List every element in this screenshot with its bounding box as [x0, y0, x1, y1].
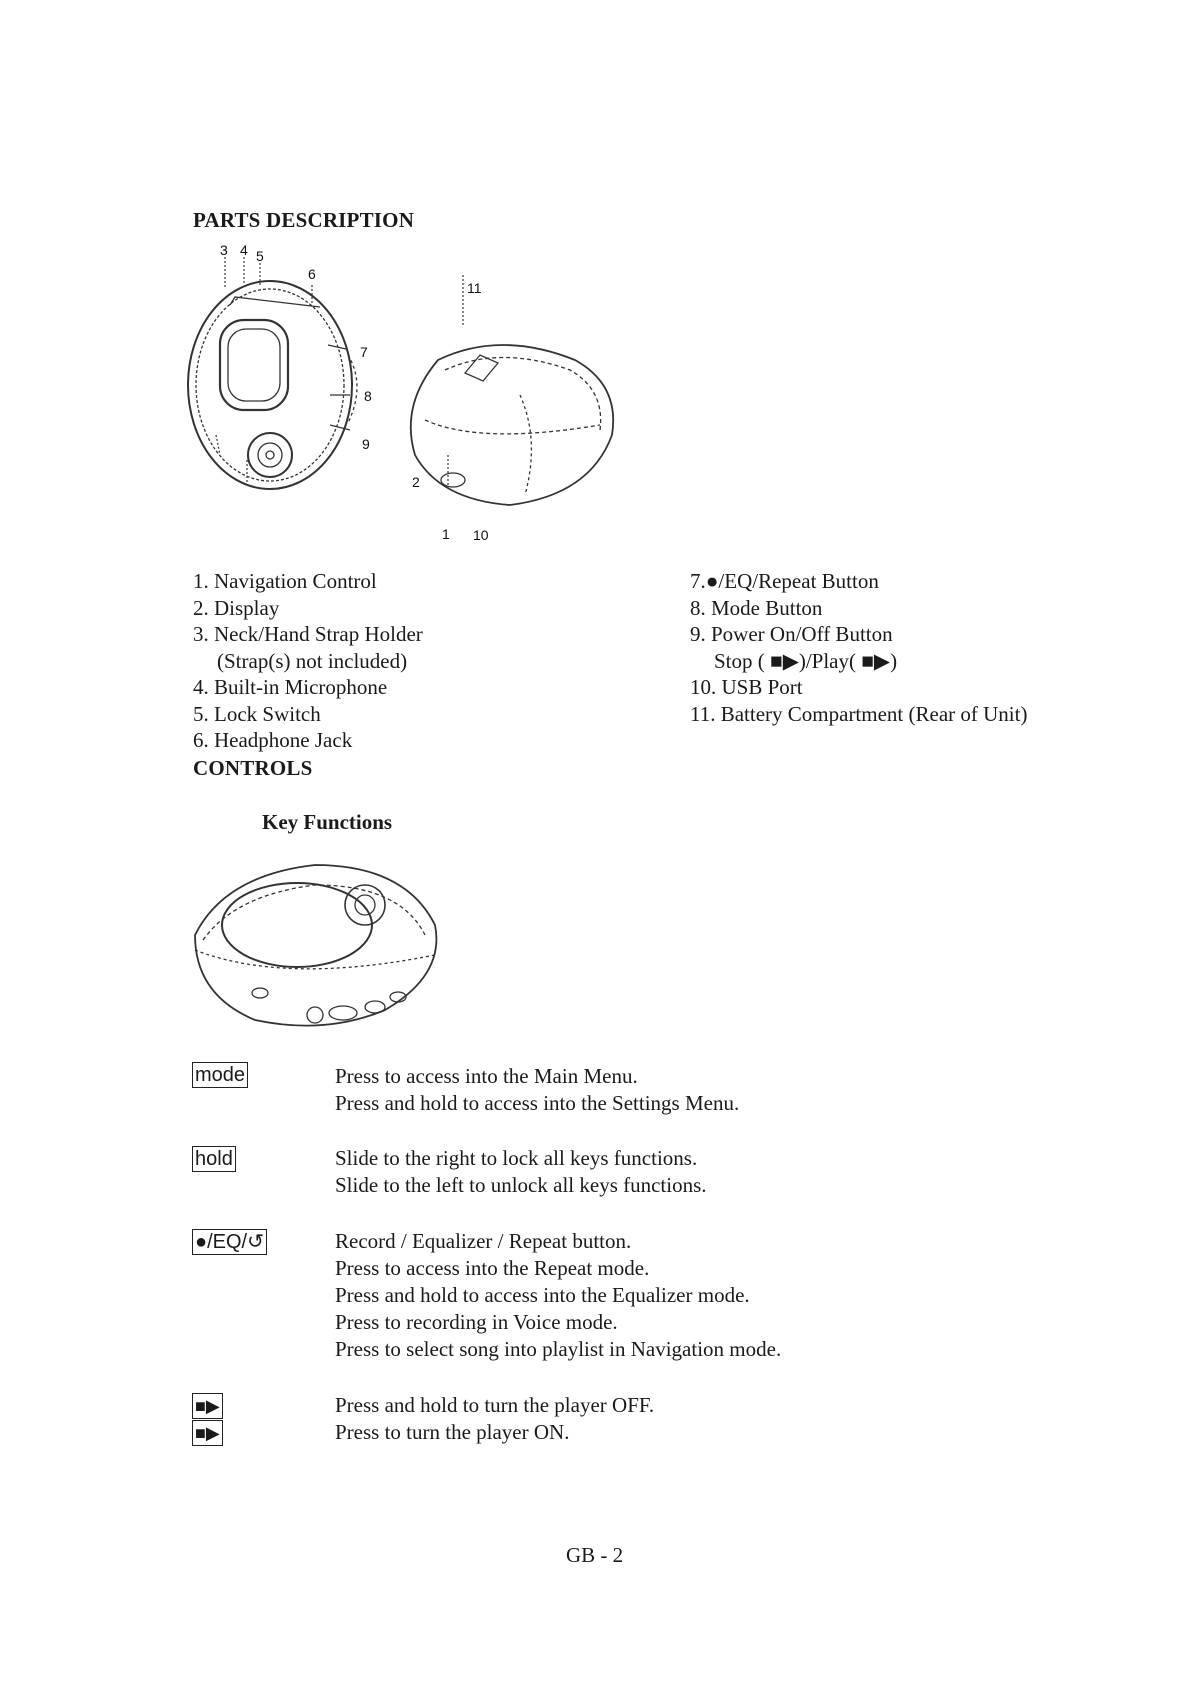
description-line: Press and hold to turn the player OFF. — [335, 1393, 655, 1417]
description-line: Press and hold to access into the Equalizer mode. — [335, 1283, 750, 1307]
list-item: 3. Neck/Hand Strap Holder — [193, 622, 423, 646]
page-title: PARTS DESCRIPTION — [193, 208, 415, 232]
list-item: 9. Power On/Off Button — [690, 622, 893, 646]
callout-2: 2 — [412, 474, 420, 490]
list-item: 2. Display — [193, 595, 280, 620]
list-item: 4. Built-in Microphone — [193, 675, 388, 699]
description-line: Press to access into the Repeat mode. — [335, 1256, 650, 1280]
description-line: Press and hold to access into the Settings Menu. — [335, 1091, 740, 1115]
description-line: Press to turn the player ON. — [335, 1420, 570, 1444]
callout-1: 1 — [442, 526, 450, 542]
list-item: 6. Headphone Jack — [193, 728, 353, 752]
key-functions-heading: Key Functions — [262, 810, 393, 834]
hold-key-label: hold — [192, 1146, 236, 1172]
list-item: 7.●/EQ/Repeat Button — [690, 569, 879, 593]
rear-unit-illustration — [411, 345, 613, 505]
callout-7: 7 — [360, 344, 368, 360]
callout-9: 9 — [362, 436, 370, 452]
power-play-key-label: ■▶ — [192, 1393, 223, 1419]
mode-key-label: mode — [192, 1062, 248, 1088]
list-item: 5. Lock Switch — [193, 701, 321, 726]
power-description — [335, 1392, 654, 1446]
mode-description — [335, 1063, 739, 1117]
list-item: 8. Mode Button — [690, 595, 823, 620]
list-item: Stop ( ■▶)/Play( ■▶) — [714, 648, 898, 673]
key-functions-diagram — [185, 855, 450, 1035]
parts-diagram — [180, 242, 680, 555]
callout-3: 3 — [220, 242, 228, 258]
callout-5: 5 — [256, 248, 264, 264]
page-number: GB - 2 — [566, 1543, 624, 1567]
front-unit-illustration — [188, 281, 357, 489]
parts-list-left — [193, 568, 423, 754]
callout-4: 4 — [240, 242, 248, 258]
callout-8: 8 — [364, 388, 372, 404]
callout-6: 6 — [308, 266, 316, 282]
description-line: Slide to the right to lock all keys functions. — [335, 1146, 698, 1170]
callout-11: 11 — [467, 280, 482, 296]
list-item: 11. Battery Compartment (Rear of Unit) — [690, 701, 1028, 726]
parts-list-right — [690, 568, 1027, 727]
record-eq-repeat-description — [335, 1228, 781, 1363]
power-stop-key-label: ■▶ — [192, 1420, 223, 1446]
record-eq-repeat-key-label: ●/EQ/↺ — [192, 1229, 267, 1255]
description-line: Slide to the left to unlock all keys functions. — [335, 1173, 707, 1197]
description-line: Press to recording in Voice mode. — [335, 1310, 618, 1334]
hold-description — [335, 1145, 707, 1199]
description-line: Record / Equalizer / Repeat button. — [335, 1229, 632, 1253]
callout-10: 10 — [473, 527, 489, 543]
controls-heading: CONTROLS — [193, 756, 313, 780]
list-item: 10. USB Port — [690, 675, 803, 699]
description-line: Press to select song into playlist in Navigation mode. — [335, 1337, 782, 1361]
list-item: (Strap(s) not included) — [217, 648, 408, 673]
description-line: Press to access into the Main Menu. — [335, 1064, 638, 1088]
list-item: 1. Navigation Control — [193, 569, 377, 593]
